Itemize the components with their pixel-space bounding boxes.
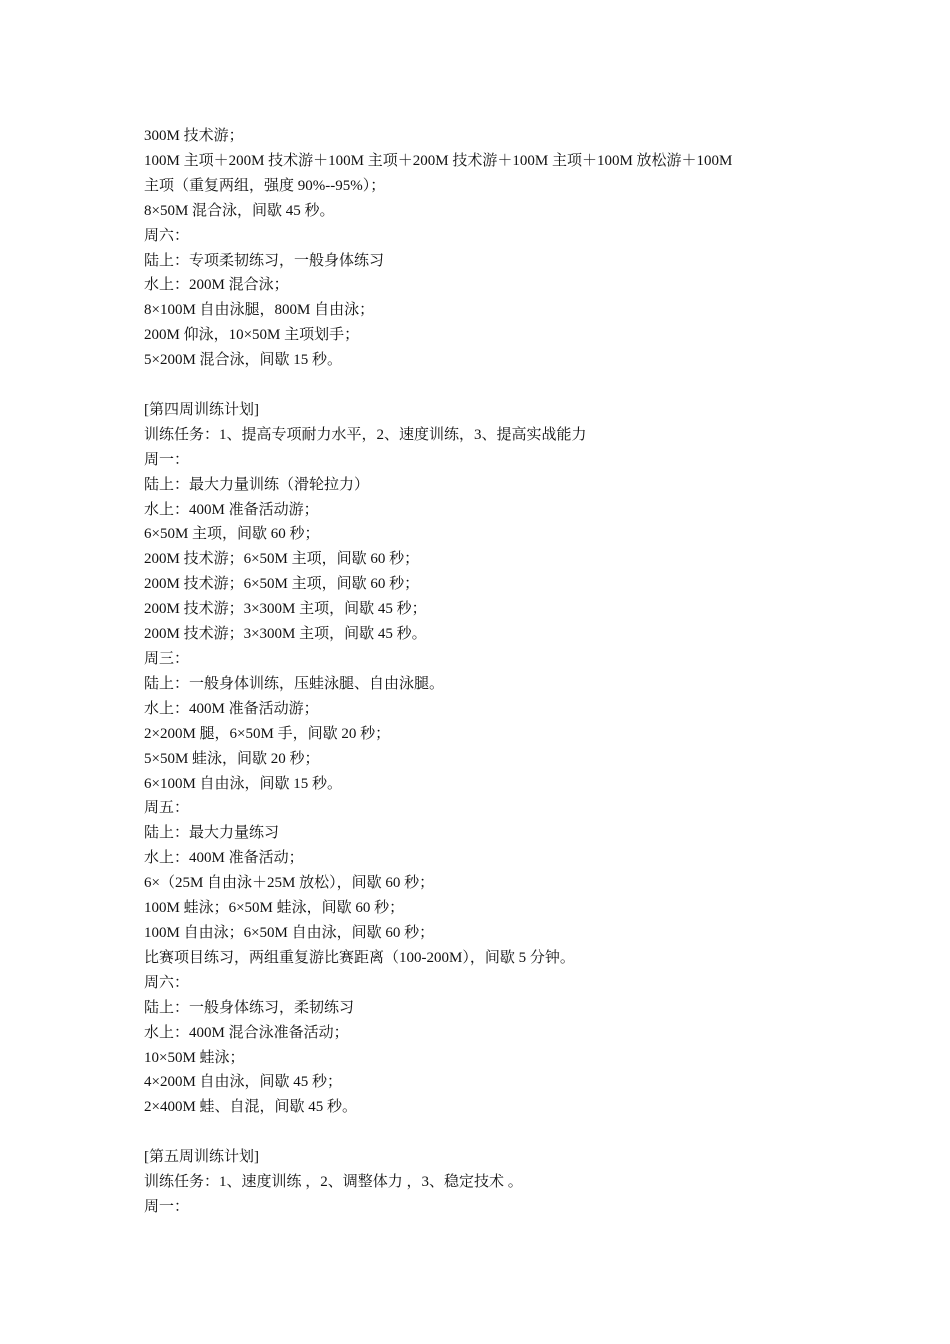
text-line: 比赛项目练习，两组重复游比赛距离（100-200M），间歇 5 分钟。 <box>144 949 575 966</box>
text-line: 200M 技术游；6×50M 主项，间歇 60 秒； <box>144 551 420 568</box>
text-line: 200M 技术游；3×300M 主项，间歇 45 秒。 <box>144 626 427 643</box>
text-line: 100M 自由泳；6×50M 自由泳，间歇 60 秒； <box>144 924 435 941</box>
day-heading: 周一： <box>144 451 190 468</box>
text-line: 200M 技术游；6×50M 主项，间歇 60 秒； <box>144 576 420 593</box>
text-line: 300M 技术游； <box>144 128 244 144</box>
week-heading: [第五周训练计划] <box>144 1149 259 1166</box>
text-line: 6×（25M 自由泳＋25M 放松），间歇 60 秒； <box>144 875 435 892</box>
text-line: 100M 主项＋200M 技术游＋100M 主项＋200M 技术游＋100M 主项＋100M 放松游＋100M <box>144 152 733 169</box>
text-line: 水上：400M 准备活动游； <box>144 700 319 717</box>
text-line: 陆上：一般身体训练，压蛙泳腿、自由泳腿。 <box>144 675 445 692</box>
text-line: 200M 技术游；3×300M 主项，间歇 45 秒； <box>144 601 427 618</box>
text-line: 陆上：最大力量练习 <box>144 825 280 842</box>
text-line: 陆上：最大力量训练（滑轮拉力） <box>144 476 370 493</box>
text-line: 5×50M 蛙泳，间歇 20 秒； <box>144 750 320 767</box>
blank-line <box>144 373 834 398</box>
day-heading: 周五： <box>144 800 190 817</box>
text-line: 8×50M 混合泳，间歇 45 秒。 <box>144 202 335 219</box>
day-heading: 周三： <box>144 651 190 668</box>
text-line: 200M 仰泳，10×50M 主项划手； <box>144 327 360 344</box>
text-line: 100M 蛙泳；6×50M 蛙泳，间歇 60 秒； <box>144 900 405 917</box>
text-line: 4×200M 自由泳，间歇 45 秒； <box>144 1074 343 1091</box>
text-line: 6×100M 自由泳，间歇 15 秒。 <box>144 775 343 792</box>
text-line: 10×50M 蛙泳； <box>144 1049 245 1066</box>
day-heading: 周一： <box>144 1198 190 1215</box>
text-line: 2×400M 蛙、自混，间歇 45 秒。 <box>144 1099 358 1116</box>
day-heading: 周六： <box>144 974 190 991</box>
day-heading: 周六： <box>144 227 190 244</box>
text-line: 水上：400M 准备活动游； <box>144 501 319 518</box>
week-heading: [第四周训练计划] <box>144 401 259 418</box>
document-body <box>144 124 834 1220</box>
text-line: 8×100M 自由泳腿，800M 自由泳； <box>144 302 375 319</box>
training-task: 训练任务：1、提高专项耐力水平，2、速度训练，3、提高实战能力 <box>144 426 587 443</box>
text-line: 主项（重复两组，强度 90%--95%）； <box>144 177 386 194</box>
training-task: 训练任务：1、速度训练 ，2、调整体力 ，3、稳定技术 。 <box>144 1174 523 1191</box>
text-line: 5×200M 混合泳，间歇 15 秒。 <box>144 352 343 369</box>
blank-line <box>144 1120 834 1145</box>
text-line: 水上：400M 准备活动； <box>144 850 304 867</box>
text-line: 水上：200M 混合泳； <box>144 277 289 294</box>
text-line: 水上：400M 混合泳准备活动； <box>144 1024 349 1041</box>
text-line: 2×200M 腿，6×50M 手，间歇 20 秒； <box>144 725 391 742</box>
text-line: 6×50M 主项，间歇 60 秒； <box>144 526 320 543</box>
text-line: 陆上：专项柔韧练习，一般身体练习 <box>144 252 385 269</box>
text-line: 陆上：一般身体练习，柔韧练习 <box>144 999 355 1016</box>
